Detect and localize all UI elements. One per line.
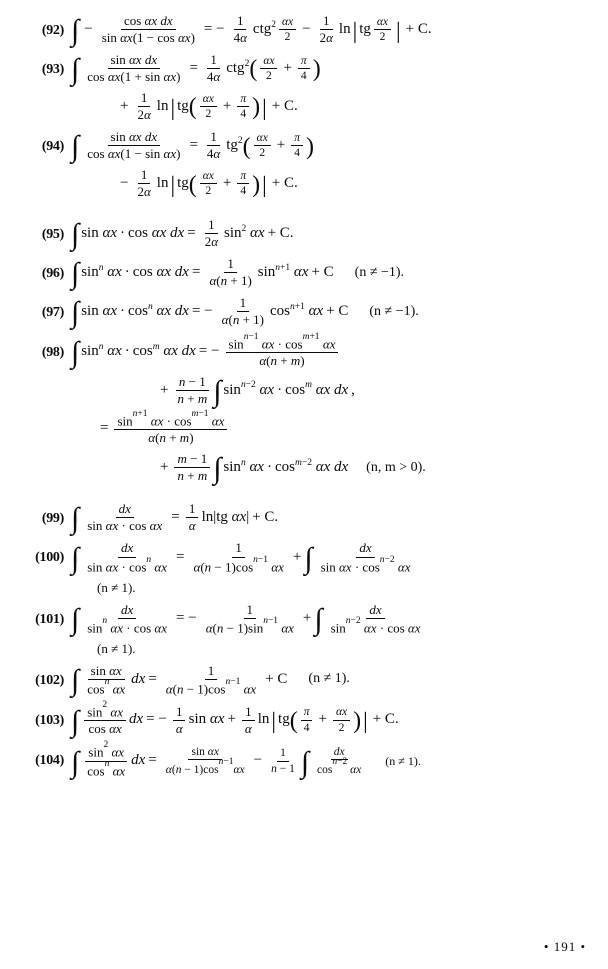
fraction: $\frac{dx}{\cos^{n-2} \alpha x}$: [317, 745, 362, 777]
page-number: • 191 •: [543, 939, 586, 954]
fraction: $\frac{1}{2\alpha}$: [319, 13, 333, 46]
formula-body: ∫ $\frac{\text{sin αx dx}}{\text{cos αx(1 − sin αx)}}$ = $\frac{1}{4\alpha}$ tg 2 ( $\frac{\alpha x}{2}$ + $\frac{\pi}{4}$ ) − $\frac{1}{2\alpha}$ ln | tg ( $\frac{\alpha x}{2}$ + $\frac{\pi}{4}$ ) | + C.: [71, 129, 315, 200]
integral-icon: ∫: [71, 745, 80, 779]
fraction: $\frac{1}{\alpha(n - 1)\cos^{n-1} \alpha x}$: [193, 540, 284, 574]
formula-tag: (100): [35, 550, 64, 566]
formula-95: [18, 218, 590, 250]
fraction: $\frac{\text{sin αx dx}}{\text{cos αx(1 − sin αx)}}$: [87, 129, 181, 162]
integral-icon: ∫: [300, 745, 310, 779]
integral-icon: ∫: [213, 374, 222, 408]
fraction: $\frac{\alpha x}{2}$: [371, 16, 394, 44]
condition: (n ≠ −1).: [369, 303, 419, 319]
fraction: $\frac{\pi}{4}$: [288, 132, 306, 160]
fraction: $\frac{dx}{\sin^n \alpha x \cdot \cos \alpha x}$: [87, 601, 168, 635]
formula-tag: (101): [35, 611, 64, 627]
fraction: $\frac{\text{cos αx dx}}{\text{sin αx(1 − cos αx)}}$: [101, 13, 195, 46]
formula-103: [18, 699, 590, 738]
formula-98: [18, 331, 590, 486]
fraction: $\frac{\pi}{4}$: [234, 170, 252, 198]
fraction: $\frac{\alpha x}{2}$: [276, 16, 299, 44]
formula-96: [18, 257, 590, 289]
integral-icon: ∫: [71, 603, 80, 637]
formula-94: [18, 130, 590, 200]
integral-icon: ∫: [71, 336, 80, 370]
formula-body: ∫ $\frac{dx}{\text{sin αx · cos αx}}$ = $\frac{1}{\alpha}$ ln | tg αx | + C.: [71, 501, 279, 536]
fraction: $\frac{1}{4\alpha}$: [206, 52, 221, 85]
fraction: $\frac{1}{\alpha(n - 1)\cos^{n-1} \alpha x}$: [165, 662, 257, 696]
formula-97: [18, 296, 590, 328]
integral-icon: ∫: [71, 257, 80, 291]
formula-102: [18, 664, 590, 697]
formula-tag: (102): [35, 672, 64, 688]
formula-tag: (103): [35, 712, 64, 728]
fraction: $\frac{\text{sin αx}}{\cos^n \alpha x}$: [87, 662, 126, 696]
fraction: $\frac{\sin^2 \alpha x}{\text{cos αx}}$: [81, 704, 129, 736]
formula-body: ∫ sin n αx · cos αx dx = $\frac{1}{\alpha(n + 1)}$ sin n+1 αx + C (n ≠ −1).: [71, 256, 405, 291]
fraction: $\frac{m - 1}{n + m}$: [171, 452, 213, 483]
fraction: $\frac{1}{4\alpha}$: [233, 13, 247, 46]
fraction: $\frac{1}{n - 1}$: [271, 747, 295, 775]
fraction: $\frac{\pi}{4}$: [234, 93, 252, 121]
formula-body: ∫ $\frac{\sin^2 \alpha x}{\text{cos αx}}$ dx = − $\frac{1}{\alpha}$ sin αx + $\frac{1}{\alpha}$ ln | tg ( $\frac{\pi}{4}$ + $\frac{\alpha x}{2}$ ) | + C.: [71, 699, 399, 738]
fraction: $\frac{\sin^{n+1} \alpha x \cdot \cos^{m-1} \alpha x}{\alpha(n + m)}$: [111, 413, 230, 445]
formula-tag: (104): [35, 753, 64, 769]
integral-icon: ∫: [71, 704, 80, 738]
fraction: $\frac{\alpha x}{2}$: [251, 132, 274, 160]
integral-icon: ∫: [71, 14, 80, 48]
formula-body: ∫ $\frac{\sin^2 \alpha x}{\cos^n \alpha x}$ dx = $\frac{\text{sin αx}}{\alpha(n - 1)\cos^{n-1}\alpha x}$ − $\frac{1}{n - 1}$ ∫ $\frac{dx}{\cos^{n-2} \alpha x}$ (n ≠ 1).: [71, 740, 421, 779]
formula-101: [18, 603, 590, 657]
formula-body: ∫ $\frac{\text{sin αx}}{\cos^n \alpha x}$ dx = $\frac{1}{\alpha(n - 1)\cos^{n-1} \alpha x}$ + C (n ≠ 1).: [71, 662, 350, 698]
fraction: $\frac{1}{\alpha(n + 1)}$: [209, 256, 252, 289]
condition: (n ≠ 1).: [97, 579, 136, 595]
fraction: $\frac{\alpha x}{2}$: [197, 170, 220, 198]
fraction: $\frac{dx}{\sin^{n-2} \alpha x \cdot \cos \alpha x}$: [330, 601, 421, 635]
fraction: $\frac{1}{2\alpha}$: [137, 167, 151, 200]
formula-tag: (95): [41, 227, 64, 243]
fraction: $\frac{1}{\alpha(n + 1)}$: [221, 295, 264, 328]
formula-93: [18, 53, 590, 123]
fraction: $\frac{1}{\alpha(n - 1)\sin^{n-1} \alpha x}$: [205, 601, 294, 635]
formula-tag: (94): [41, 139, 64, 155]
fraction: $\frac{dx}{\sin \alpha x \cdot \cos^{n-2} \alpha x}$: [320, 540, 411, 574]
integral-icon: ∫: [71, 542, 80, 576]
fraction: $\frac{1}{\alpha}$: [239, 705, 258, 736]
fraction: $\frac{\alpha x}{2}$: [330, 706, 353, 734]
condition: (n ≠ −1).: [354, 264, 405, 280]
formula-92: [18, 14, 590, 46]
formula-body: ∫ $\frac{dx}{\sin \alpha x \cdot \cos^n \alpha x}$ = $\frac{1}{\alpha(n - 1)\cos^{n-1} \alpha x}$ + ∫ $\frac{dx}{\sin \alpha x \cdot \cos^{n-2} \alpha x}$ (n ≠ 1).: [71, 541, 590, 595]
condition: (n ≠ 1).: [385, 753, 421, 768]
formula-100: [18, 541, 590, 595]
formula-tag: (92): [41, 23, 64, 38]
formula-tag: (96): [41, 266, 64, 282]
condition: (n ≠ 1).: [308, 671, 350, 687]
integral-icon: ∫: [71, 130, 80, 164]
integral-icon: ∫: [71, 502, 80, 536]
fraction: $\frac{\sin^{n-1} \alpha x \cdot \cos^{m+1} \alpha x}{\alpha(n + m)}$: [223, 336, 342, 368]
integral-icon: ∫: [71, 218, 80, 252]
fraction: $\frac{1}{\alpha}$: [170, 705, 189, 736]
formula-body: ∫ sin n αx · cos m αx dx = − $\frac{\sin^{n-1} \alpha x \cdot \cos^{m+1} \alpha x}{\alpha(n + m)}$ + $\frac{n - 1}{n + m}$ ∫ sin n−2 αx · cos m αx dx , = $\frac{\sin^{n+1} \alpha x \cdot \cos^{m-1} \alpha x}{\alpha(n + m)}$ + $\frac{m - 1}{n + m}$ ∫ sin n αx · cos m−2 αx dx (n, m > 0).: [71, 331, 426, 486]
formula-body: ∫ $\frac{\text{sin αx dx}}{\text{cos αx(1 + sin αx)}}$ = $\frac{1}{4\alpha}$ ctg 2 ( $\frac{\alpha x}{2}$ + $\frac{\pi}{4}$ ) + $\frac{1}{2\alpha}$ ln | tg ( $\frac{\alpha x}{2}$ + $\frac{\pi}{4}$ ) | + C.: [71, 52, 321, 123]
condition: (n ≠ 1).: [97, 640, 136, 656]
formula-body: ∫ − $\frac{\text{cos αx dx}}{\text{sin αx(1 − cos αx)}}$ = − $\frac{1}{4\alpha}$ ctg 2 $\frac{\alpha x}{2}$ − $\frac{1}{2\alpha}$ ln | tg $\frac{\alpha x}{2}$ | + C.: [71, 13, 432, 48]
integral-icon: ∫: [71, 296, 80, 330]
condition: (n, m > 0).: [366, 459, 426, 475]
fraction: $\frac{\alpha x}{2}$: [257, 55, 280, 83]
fraction: $\frac{1}{4\alpha}$: [206, 129, 221, 162]
fraction: $\frac{\text{sin αx dx}}{\text{cos αx(1 + sin αx)}}$: [87, 52, 181, 85]
formula-tag: (93): [41, 62, 64, 78]
formula-104: [18, 740, 590, 779]
formula-body: ∫ sin αx · cos n αx dx = − $\frac{1}{\alpha(n + 1)}$ cos n+1 αx + C (n ≠ −1).: [71, 295, 419, 330]
formula-body: ∫ sin αx · cos αx dx = $\frac{1}{2\alpha}$ sin 2 αx + C.: [71, 217, 294, 252]
integral-icon: ∫: [71, 664, 80, 698]
integral-icon: ∫: [304, 542, 313, 576]
fraction: $\frac{\sin^2 \alpha x}{\cos^n \alpha x}$: [87, 740, 126, 778]
fraction: $\frac{1}{2\alpha}$: [204, 217, 219, 250]
formula-tag: (99): [41, 511, 64, 527]
fraction: $\frac{1}{2\alpha}$: [137, 90, 151, 123]
fraction: $\frac{\text{sin αx}}{\alpha(n - 1)\cos^{n-1}\alpha x}$: [165, 745, 245, 777]
fraction: $\frac{\pi}{4}$: [295, 55, 313, 83]
formula-99: [18, 502, 590, 534]
fraction: $\frac{dx}{\sin \alpha x \cdot \cos^n \alpha x}$: [87, 540, 168, 574]
fraction: $\frac{1}{\alpha}$: [183, 502, 202, 533]
formula-tag: (98): [41, 344, 64, 360]
fraction: $\frac{\alpha x}{2}$: [197, 93, 220, 121]
fraction: $\frac{\pi}{4}$: [298, 706, 316, 734]
fraction: $\frac{dx}{\text{sin αx · cos αx}}$: [87, 501, 163, 534]
integral-icon: ∫: [314, 603, 323, 637]
formula-body: ∫ $\frac{dx}{\sin^n \alpha x \cdot \cos \alpha x}$ = − $\frac{1}{\alpha(n - 1)\sin^{n-1} \alpha x}$ + ∫ $\frac{dx}{\sin^{n-2} \alpha x \cdot \cos \alpha x}$ (n ≠ 1).: [71, 603, 590, 657]
integral-icon: ∫: [71, 53, 80, 87]
fraction: $\frac{n - 1}{n + m}$: [177, 373, 208, 406]
formula-tag: (97): [41, 305, 64, 321]
integral-icon: ∫: [213, 452, 222, 486]
